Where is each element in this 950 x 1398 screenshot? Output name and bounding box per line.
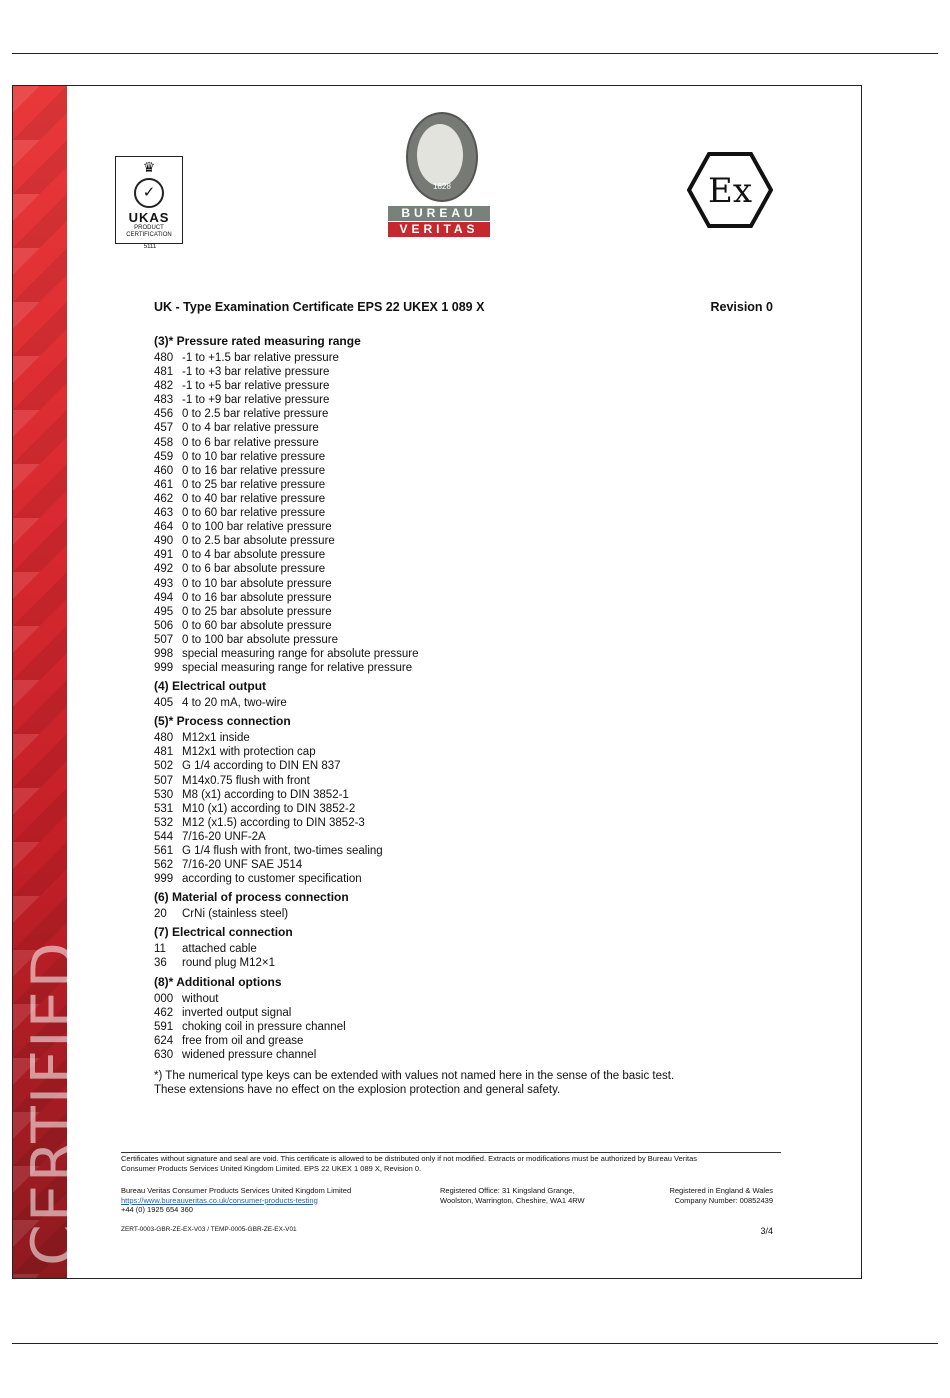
type-key-description: G 1/4 according to DIN EN 837: [182, 760, 341, 773]
type-key-code: 561: [154, 845, 174, 857]
type-key-code: 462: [154, 492, 174, 505]
type-key-description: 0 to 2.5 bar relative pressure: [182, 408, 329, 421]
footer-office: [440, 1186, 640, 1205]
type-key-description: M14x0.75 flush with front: [182, 774, 310, 787]
type-key-description: 0 to 100 bar absolute pressure: [182, 633, 338, 646]
type-key-description: round plug M12×1: [182, 957, 276, 970]
bv-name-line2: VERITAS: [388, 222, 490, 237]
crown-icon: ♛: [142, 159, 156, 175]
list-item: [154, 534, 794, 548]
type-key-content: [154, 330, 794, 1097]
office-line2: Woolston, Warrington, Cheshire, WA1 4RW: [440, 1195, 585, 1205]
type-key-description: 0 to 16 bar relative pressure: [182, 464, 326, 477]
type-key-code: 544: [154, 830, 174, 843]
type-key-code: 491: [154, 549, 174, 562]
type-key-description: 0 to 10 bar relative pressure: [182, 450, 326, 463]
type-key-code: 495: [154, 605, 174, 618]
registration-line1: Registered in England & Wales: [669, 1186, 773, 1195]
bv-name-line1: BUREAU: [388, 206, 490, 221]
type-key-code: 480: [154, 732, 174, 745]
type-key-description: 4 to 20 mA, two-wire: [182, 697, 287, 710]
type-key-code: 460: [154, 464, 174, 477]
type-key-description: according to customer specification: [182, 873, 362, 886]
type-key-code: 998: [154, 647, 174, 660]
type-key-description: 0 to 25 bar absolute pressure: [182, 605, 332, 618]
type-key-code: 630: [154, 1048, 174, 1061]
type-key-description: free from oil and grease: [182, 1034, 304, 1047]
type-key-description: -1 to +5 bar relative pressure: [182, 380, 330, 393]
type-key-code: 624: [154, 1034, 174, 1047]
type-key-description: M12 (x1.5) according to DIN 3852-3: [182, 816, 365, 829]
section-title: (4) Electrical output: [154, 679, 267, 694]
type-key-description: -1 to +9 bar relative pressure: [182, 394, 330, 407]
list-item: [154, 816, 794, 830]
type-key-description: 7/16-20 UNF-2A: [182, 830, 266, 843]
type-key-description: without: [182, 992, 219, 1005]
list-item: [154, 605, 794, 619]
list-item: [154, 506, 794, 520]
type-key-description: M12x1 with protection cap: [182, 746, 316, 759]
type-key-description: 0 to 16 bar absolute pressure: [182, 591, 332, 604]
type-key-code: 999: [154, 873, 174, 886]
type-key-description: 0 to 60 bar relative pressure: [182, 507, 326, 520]
type-key-code: 11: [154, 943, 166, 956]
section-2: [154, 714, 794, 886]
bottom-rule: [12, 1343, 938, 1344]
list-item: [154, 1048, 794, 1062]
section-title: (5)* Process connection: [154, 714, 291, 729]
list-item: [154, 1020, 794, 1034]
type-key-code: 494: [154, 591, 174, 604]
type-key-code: 405: [154, 697, 174, 710]
type-key-code: 482: [154, 380, 174, 393]
list-item: [154, 992, 794, 1006]
ex-hexagon-icon: [687, 152, 773, 228]
type-key-code: 461: [154, 478, 174, 491]
type-key-code: 490: [154, 535, 174, 548]
ukas-name: UKAS: [128, 210, 170, 225]
list-item: [154, 478, 794, 492]
list-item: [154, 647, 794, 661]
type-key-description: M12x1 inside: [182, 732, 250, 745]
type-key-code: 506: [154, 619, 174, 632]
type-key-description: -1 to +1.5 bar relative pressure: [182, 352, 339, 364]
type-key-code: 481: [154, 746, 174, 759]
list-item: [154, 619, 794, 633]
type-key-code: 483: [154, 394, 174, 407]
office-line1: Registered Office: 31 Kingsland Grange,: [440, 1186, 575, 1195]
bv-year: 1828: [433, 182, 451, 191]
list-item: [154, 1034, 794, 1048]
list-item: [154, 577, 794, 591]
type-key-description: attached cable: [182, 943, 257, 956]
type-key-description: M10 (x1) according to DIN 3852-2: [182, 802, 356, 815]
document-reference: ZERT-0003-GBR-ZE-EX-V03 / TEMP-0005-GBR-ZE-EX-V01: [121, 1226, 297, 1233]
type-key-description: G 1/4 flush with front, two-times sealing: [182, 845, 383, 857]
section-3: [154, 890, 794, 921]
section-5: [154, 975, 794, 1062]
type-key-description: special measuring range for relative pressure: [182, 662, 413, 675]
type-key-code: 562: [154, 859, 174, 872]
type-key-code: 493: [154, 577, 174, 590]
list-item: [154, 365, 794, 379]
list-item: [154, 1006, 794, 1020]
list-item: [154, 844, 794, 858]
list-item: [154, 788, 794, 802]
section-0: [154, 334, 794, 675]
list-item: [154, 802, 794, 816]
list-item: [154, 661, 794, 675]
type-key-description: CrNi (stainless steel): [182, 908, 289, 921]
type-key-code: 462: [154, 1006, 174, 1019]
list-item: [154, 872, 794, 886]
list-item: [154, 351, 794, 365]
section-title: (6) Material of process connection: [154, 890, 349, 905]
list-item: [154, 492, 794, 506]
section-title: (3)* Pressure rated measuring range: [154, 334, 361, 348]
registration-line2: Company Number: 00852439: [674, 1195, 773, 1205]
certificate-title: UK - Type Examination Certificate EPS 22 UKEX 1 089 X: [154, 300, 485, 314]
type-key-code: 000: [154, 992, 174, 1005]
type-key-code: 457: [154, 422, 174, 435]
list-item: [154, 858, 794, 872]
type-key-code: 481: [154, 366, 174, 379]
section-4: [154, 925, 794, 970]
ex-symbol-text: Ex: [708, 171, 752, 211]
type-key-code: 531: [154, 802, 174, 815]
type-key-description: 0 to 40 bar relative pressure: [182, 492, 326, 505]
list-item: [154, 450, 794, 464]
type-key-code: 492: [154, 563, 174, 576]
list-item: [154, 759, 794, 773]
list-item: [154, 907, 794, 921]
company-name: Bureau Veritas Consumer Products Services United Kingdom Limited: [121, 1186, 352, 1195]
section-title: (8)* Additional options: [154, 974, 282, 989]
type-key-description: M8 (x1) according to DIN 3852-1: [182, 788, 349, 801]
ukas-line1: PRODUCT: [134, 225, 164, 231]
type-key-description: 0 to 100 bar relative pressure: [182, 521, 332, 534]
type-key-code: 36: [154, 957, 167, 970]
type-key-description: choking coil in pressure channel: [182, 1020, 346, 1033]
company-phone: +44 (0) 1925 654 360: [121, 1205, 193, 1214]
type-key-description: 0 to 6 bar relative pressure: [182, 436, 319, 449]
type-key-description: -1 to +3 bar relative pressure: [182, 366, 330, 379]
page-number: 3/4: [760, 1226, 773, 1236]
list-item: [154, 696, 794, 710]
type-key-code: 459: [154, 450, 174, 463]
certificate-page: [12, 85, 862, 1279]
list-item: [154, 379, 794, 393]
list-item: [154, 633, 794, 647]
type-key-code: 502: [154, 760, 174, 773]
list-item: [154, 731, 794, 745]
type-key-code: 463: [154, 507, 174, 520]
disclaimer-line2: Consumer Products Services United Kingdom Limited. EPS 22 UKEX 1 089 X, Revision 0.: [121, 1163, 422, 1173]
type-key-description: inverted output signal: [182, 1006, 292, 1019]
list-item: [154, 548, 794, 562]
list-item: [154, 421, 794, 435]
type-key-description: 7/16-20 UNF SAE J514: [182, 859, 303, 872]
bureau-veritas-seal-icon: [406, 112, 478, 202]
disclaimer-line1: Certificates without signature and seal are void. This certificate is allowed to be distributed only if not modified. Extracts or modifications must be authorized by Bureau Veritas: [121, 1154, 697, 1163]
footnote-line1: *) The numerical type keys can be extended with values not named here in the sense of the basic test.: [154, 1070, 675, 1083]
list-item: [154, 520, 794, 534]
type-key-description: widened pressure channel: [182, 1048, 317, 1061]
type-key-code: 464: [154, 521, 174, 534]
type-key-description: 0 to 4 bar absolute pressure: [182, 549, 326, 562]
type-key-description: special measuring range for absolute pressure: [182, 647, 419, 660]
ukas-line2: CERTIFICATION: [126, 232, 172, 238]
list-item: [154, 942, 794, 956]
list-item: [154, 830, 794, 844]
list-item: [154, 436, 794, 450]
red-side-band: [13, 86, 89, 1278]
footnote: [154, 1070, 794, 1097]
type-key-code: 507: [154, 633, 174, 646]
type-key-description: 0 to 10 bar absolute pressure: [182, 577, 332, 590]
type-key-code: 458: [154, 436, 174, 449]
list-item: [154, 464, 794, 478]
type-key-description: 0 to 2.5 bar absolute pressure: [182, 535, 335, 548]
list-item: [154, 562, 794, 576]
footer-disclaimer: [121, 1154, 781, 1173]
type-key-description: 0 to 4 bar relative pressure: [182, 422, 319, 435]
certified-band-text: CERTIFIED: [19, 940, 89, 1266]
type-key-code: 530: [154, 788, 174, 801]
footer-registration: [633, 1186, 773, 1205]
type-key-code: 532: [154, 816, 174, 829]
list-item: [154, 774, 794, 788]
ukas-number: 5111: [143, 244, 157, 250]
company-url-link[interactable]: https://www.bureauveritas.co.uk/consumer-products-testing: [121, 1195, 318, 1205]
top-rule: [12, 53, 938, 54]
type-key-code: 480: [154, 352, 174, 364]
footnote-line2: These extensions have no effect on the explosion protection and general safety.: [154, 1083, 561, 1096]
list-item: [154, 407, 794, 421]
footer-company: [121, 1186, 421, 1215]
revision-label: Revision 0: [710, 300, 773, 314]
type-key-code: 20: [154, 908, 167, 921]
type-key-description: 0 to 60 bar absolute pressure: [182, 619, 332, 632]
footer-divider: [121, 1152, 781, 1153]
list-item: [154, 745, 794, 759]
type-key-description: 0 to 25 bar relative pressure: [182, 478, 326, 491]
section-1: [154, 679, 794, 710]
type-key-description: 0 to 6 bar absolute pressure: [182, 563, 326, 576]
list-item: [154, 956, 794, 970]
type-key-code: 507: [154, 774, 174, 787]
type-key-code: 591: [154, 1020, 174, 1033]
list-item: [154, 393, 794, 407]
checkmark-icon: ✓: [134, 178, 164, 208]
type-key-code: 999: [154, 662, 174, 675]
ukas-logo: [115, 156, 183, 244]
list-item: [154, 591, 794, 605]
type-key-code: 456: [154, 408, 174, 421]
section-title: (7) Electrical connection: [154, 925, 293, 940]
